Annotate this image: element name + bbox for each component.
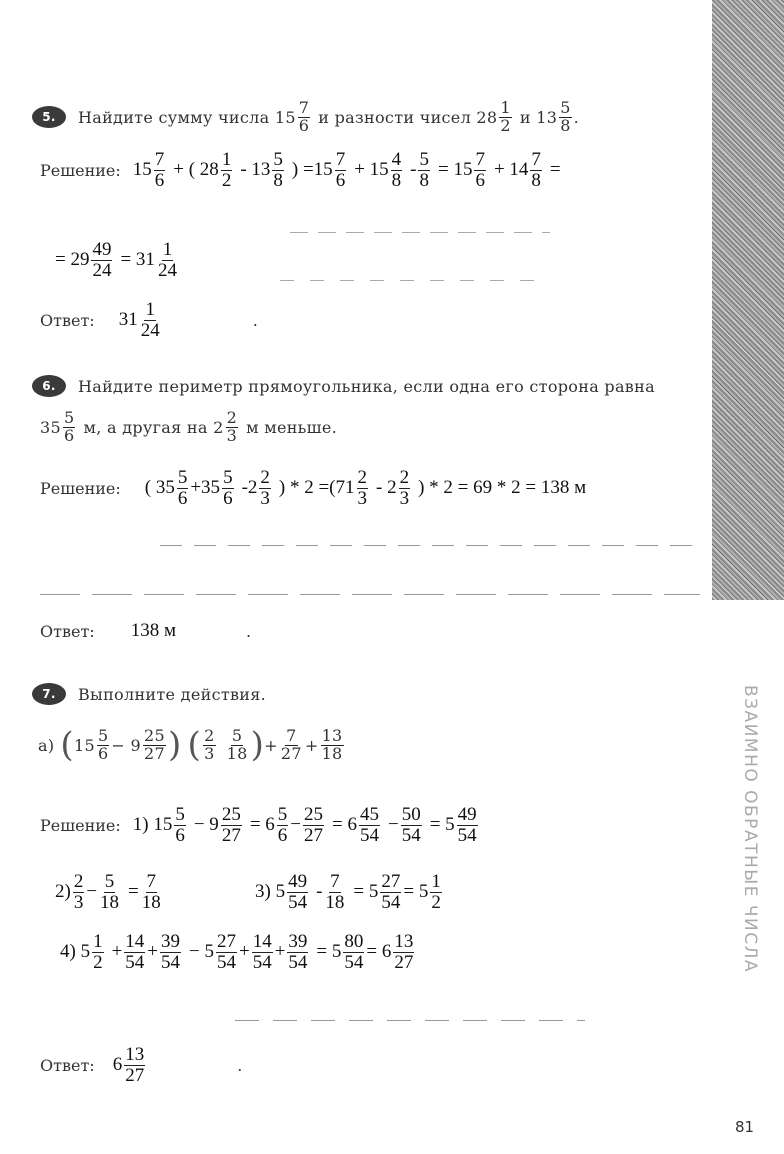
page-number: 81 — [735, 1118, 755, 1136]
task7-solution-step1 — [40, 805, 480, 846]
task6-text: Найдите периметр прямоугольника, если одна его сторона равна — [78, 376, 655, 396]
task5-solution — [40, 150, 561, 191]
fraction: $\frac{5}{8}$ — [560, 98, 571, 135]
task7-solution-step2: 2) $\frac{2}{3}$ − $\frac{5}{18}$ = $\frac{7}{18}$ — [55, 871, 161, 913]
task5-solution-line2: = 29 $\frac{49}{24}$ = 31 $\frac{1}{24}$ — [55, 239, 177, 281]
task6-answer-value: 138 м — [130, 620, 176, 641]
solution-label: Решение: — [40, 815, 121, 835]
task7-answer: Ответ: 6 $\frac{13}{27}$ . — [40, 1044, 243, 1086]
task7-solution-step4: 4) 5 $\frac{1}{2}$ + $\frac{14}{54}$ + $\frac{39}{54}$ − 5 $\frac{27}{54}$ + $\frac{14}{54}$ + $\frac{39}{54}$ = 5 $\frac{80}{54}$ = 6 $\frac{13}{27}$ — [60, 931, 414, 973]
task5-statement — [32, 100, 579, 135]
answer-label: Ответ: — [40, 1055, 95, 1075]
solution-label: Решение: — [40, 160, 121, 180]
task5-text: . — [573, 107, 580, 127]
task5-answer: Ответ: 31 $\frac{1}{24}$ . — [40, 299, 258, 341]
task7-answer-value: 6 $\frac{13}{27}$ — [112, 1044, 145, 1086]
task7-statement — [32, 683, 266, 705]
task7-solution-step3: 3) 5 $\frac{49}{54}$ - $\frac{7}{18}$ = 5 $\frac{27}{54}$ = 5 $\frac{1}{2}$ — [255, 871, 441, 913]
solution-label: Решение: — [40, 478, 121, 498]
fraction: $\frac{7}{6}$ — [298, 98, 310, 135]
task5-answer-value: 31 $\frac{1}{24}$ — [118, 299, 160, 341]
task6-number-badge: 6. — [32, 375, 66, 397]
task5-number-badge: 5. — [32, 106, 66, 128]
task6-solution — [40, 468, 586, 509]
fraction: $\frac{1}{2}$ — [500, 98, 511, 135]
task7-number-badge: 7. — [32, 683, 66, 705]
task5-text: и 13 — [519, 107, 558, 127]
task7-expression: а) ( 15 $\frac{5}{6}$ − 9 $\frac{25}{27}$ ) ( $\frac{2}{3}$ $\frac{5}{18}$ ) + $\frac{7}{27}$ + $\frac{13}{18}$ — [38, 725, 343, 765]
task6-answer: Ответ: 138 м . — [40, 620, 252, 641]
sidebar-texture — [712, 0, 784, 600]
task5-solution-expr: 15 $\frac{7}{6}$ + ( 28 $\frac{1}{2}$ - 13 $\frac{5}{8}$ ) =15 $\frac{7}{6}$ + 15 $\frac{4}{8}$ - $\frac{5}{8}$ = 15 $\frac{7}{6}$ + 14 $\frac{7}{8}$ = — [132, 149, 561, 191]
task6-statement-line1 — [32, 375, 655, 397]
task7-text: Выполните действия. — [78, 684, 267, 704]
step1-expr: 1) 15 $\frac{5}{6}$ − 9 $\frac{25}{27}$ = 6 $\frac{5}{6}$ − $\frac{25}{27}$ = 6 $\frac{45}{54}$ − $\frac{50}{54}$ = 5 $\frac{49}{54}$ — [132, 804, 477, 846]
chapter-title-vertical: ВЗАИМНО ОБРАТНЫЕ ЧИСЛА — [740, 685, 760, 974]
answer-label: Ответ: — [40, 310, 95, 330]
answer-label: Ответ: — [40, 621, 95, 641]
task5-text: Найдите сумму числа 15 — [78, 107, 296, 127]
task6-solution-expr: ( 35 $\frac{5}{6}$ +35 $\frac{5}{6}$ -2 $\frac{2}{3}$ ) * 2 =(71 $\frac{2}{3}$ - 2 $\frac{2}{3}$ ) * 2 = 69 * 2 = 138 м — [144, 467, 587, 509]
task5-text: и разности чисел 28 — [318, 107, 498, 127]
task6-statement-line2: 35 $\frac{5}{6}$ м, а другая на 2 $\frac{2}{3}$ м меньше. — [40, 408, 338, 445]
